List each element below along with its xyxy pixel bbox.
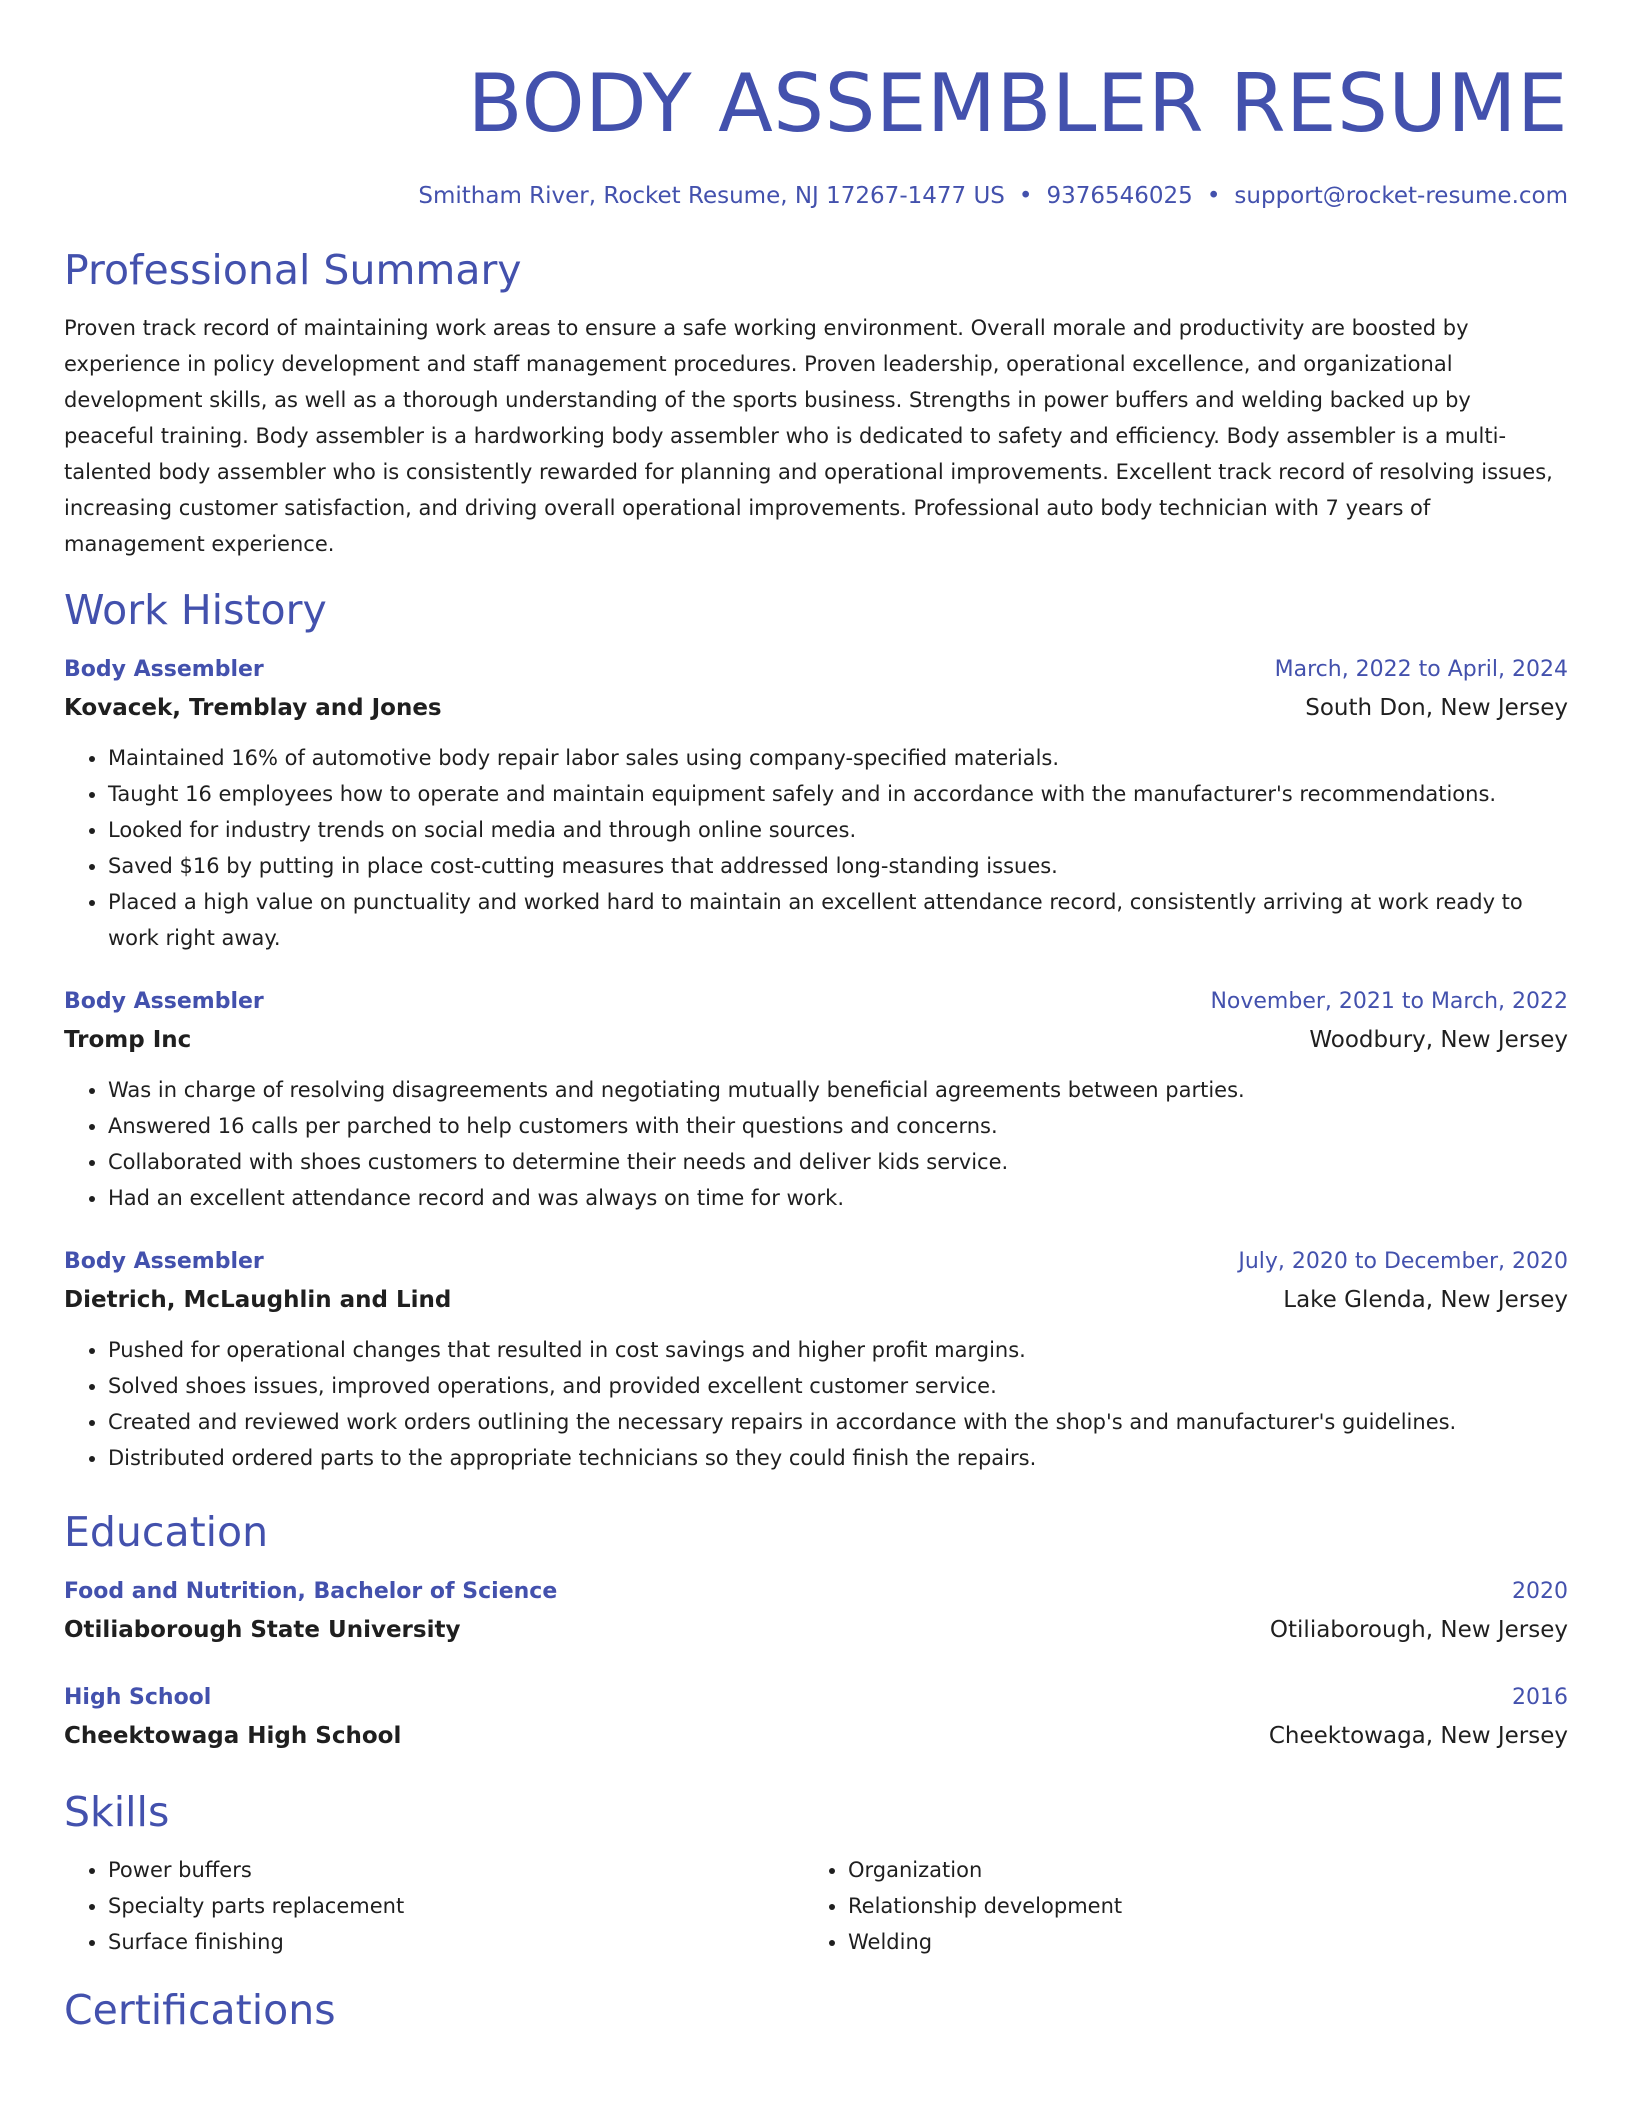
job-header-row — [64, 984, 1568, 1020]
job-bullet: • Saved $16 by putting in place cost-cutting measures that addressed long-standing issues. — [108, 848, 1568, 884]
job-location: South Don, New Jersey — [1305, 695, 1568, 721]
job-bullet: • Looked for industry trends on social media and through online sources. — [108, 812, 1568, 848]
job-bullet: • Placed a high value on punctuality and worked hard to maintain an excellent attendance record, consistently arriving at work ready to work right away. — [108, 884, 1568, 956]
skill-item: • Welding — [848, 1924, 1548, 1960]
skill-item: • Specialty parts replacement — [108, 1888, 804, 1924]
job-bullets — [64, 740, 1568, 956]
education-year: 2016 — [1512, 1685, 1568, 1710]
job-bullet: • Collaborated with shoes customers to determine their needs and deliver kids service. — [108, 1144, 1568, 1180]
education-year: 2020 — [1512, 1579, 1568, 1604]
section-title-certifications: Certifications — [64, 1986, 336, 2034]
resume-name: BODY ASSEMBLER RESUME — [467, 57, 1568, 150]
education-location: Cheektowaga, New Jersey — [1268, 1723, 1568, 1749]
resume-header — [64, 54, 1568, 212]
job-bullet: • Maintained 16% of automotive body repair labor sales using company-specified materials. — [108, 740, 1568, 776]
skill-item: • Relationship development — [848, 1888, 1548, 1924]
skills-column-left — [64, 1852, 804, 1960]
resume-page — [64, 0, 1568, 2036]
job-title: Body Assembler — [64, 989, 264, 1014]
contact-phone: 9376546025 — [1046, 183, 1193, 209]
job-bullet: • Distributed ordered parts to the appropriate technicians so they could finish the repairs. — [108, 1440, 1568, 1476]
contact-separator: • — [1018, 183, 1033, 209]
job-header-row — [64, 652, 1568, 688]
contact-email[interactable]: support@rocket-resume.com — [1234, 183, 1568, 209]
job-entry — [64, 1244, 1568, 1476]
skill-item: • Surface finishing — [108, 1924, 804, 1960]
job-bullets — [64, 1072, 1568, 1216]
summary-section — [64, 244, 1568, 562]
job-bullet: • Had an excellent attendance record and was always on time for work. — [108, 1180, 1568, 1216]
job-title: Body Assembler — [64, 657, 264, 682]
education-section — [64, 1506, 1568, 1756]
job-company-row — [64, 688, 1568, 728]
job-dates: March, 2022 to April, 2024 — [1274, 657, 1568, 682]
certifications-section — [64, 1984, 1568, 2036]
contact-line — [64, 180, 1568, 212]
job-dates: July, 2020 to December, 2020 — [1238, 1249, 1568, 1274]
education-school-row — [64, 1716, 1568, 1756]
summary-text: Proven track record of maintaining work areas to ensure a safe working environment. Overall morale and productivity are boosted by experience in policy development and staff management procedures. Proven leadership, operational excellence, and organizational development skills, as well as a thorough understanding of the sports business. Strengths in power buffers and welding backed up by peaceful training. Body assembler is a hardworking body assembler who is dedicated to safety and efficiency. Body assembler is a multi-talented body assembler who is consistently rewarded for planning and operational improvements. Excellent track record of resolving issues, increasing customer satisfaction, and driving overall operational improvements. Professional auto body technician with 7 years of management experience. — [64, 316, 1553, 556]
work-history-section — [64, 584, 1568, 1476]
job-bullet: • Answered 16 calls per parched to help customers with their questions and concerns. — [108, 1108, 1568, 1144]
education-degree: Food and Nutrition, Bachelor of Science — [64, 1579, 558, 1604]
job-bullets — [64, 1332, 1568, 1476]
job-entry — [64, 652, 1568, 956]
job-company: Dietrich, McLaughlin and Lind — [64, 1287, 452, 1313]
job-bullet: • Solved shoes issues, improved operations, and provided excellent customer service. — [108, 1368, 1568, 1404]
skills-grid — [64, 1852, 1568, 1960]
education-entry — [64, 1680, 1568, 1756]
contact-separator: • — [1206, 183, 1221, 209]
education-degree: High School — [64, 1685, 212, 1710]
skill-item: • Organization — [848, 1852, 1548, 1888]
skill-item: • Power buffers — [108, 1852, 804, 1888]
job-location: Lake Glenda, New Jersey — [1283, 1287, 1568, 1313]
education-school: Otiliaborough State University — [64, 1617, 461, 1643]
section-title-summary: Professional Summary — [64, 246, 522, 294]
job-header-row — [64, 1244, 1568, 1280]
job-bullet: • Pushed for operational changes that resulted in cost savings and higher profit margins. — [108, 1332, 1568, 1368]
job-title: Body Assembler — [64, 1249, 264, 1274]
job-bullet: • Created and reviewed work orders outlining the necessary repairs in accordance with the shop's and manufacturer's guidelines. — [108, 1404, 1568, 1440]
education-school-row — [64, 1610, 1568, 1650]
section-title-work-history: Work History — [64, 586, 327, 634]
job-bullet: • Was in charge of resolving disagreements and negotiating mutually beneficial agreements between parties. — [108, 1072, 1568, 1108]
job-company-row — [64, 1280, 1568, 1320]
education-location: Otiliaborough, New Jersey — [1269, 1617, 1568, 1643]
job-entry — [64, 984, 1568, 1216]
job-location: Woodbury, New Jersey — [1309, 1027, 1568, 1053]
education-header-row — [64, 1680, 1568, 1716]
job-bullet: • Taught 16 employees how to operate and maintain equipment safely and in accordance with the manufacturer's recommendations. — [108, 776, 1568, 812]
job-company: Tromp Inc — [64, 1027, 192, 1053]
education-header-row — [64, 1574, 1568, 1610]
education-school: Cheektowaga High School — [64, 1723, 402, 1749]
contact-address: Smitham River, Rocket Resume, NJ 17267-1477 US — [418, 183, 1005, 209]
job-company-row — [64, 1020, 1568, 1060]
section-title-skills: Skills — [64, 1788, 170, 1836]
section-title-education: Education — [64, 1508, 269, 1556]
skills-column-right — [804, 1852, 1548, 1960]
skills-section — [64, 1786, 1568, 1960]
education-entry — [64, 1574, 1568, 1650]
job-company: Kovacek, Tremblay and Jones — [64, 695, 442, 721]
job-dates: November, 2021 to March, 2022 — [1210, 989, 1568, 1014]
